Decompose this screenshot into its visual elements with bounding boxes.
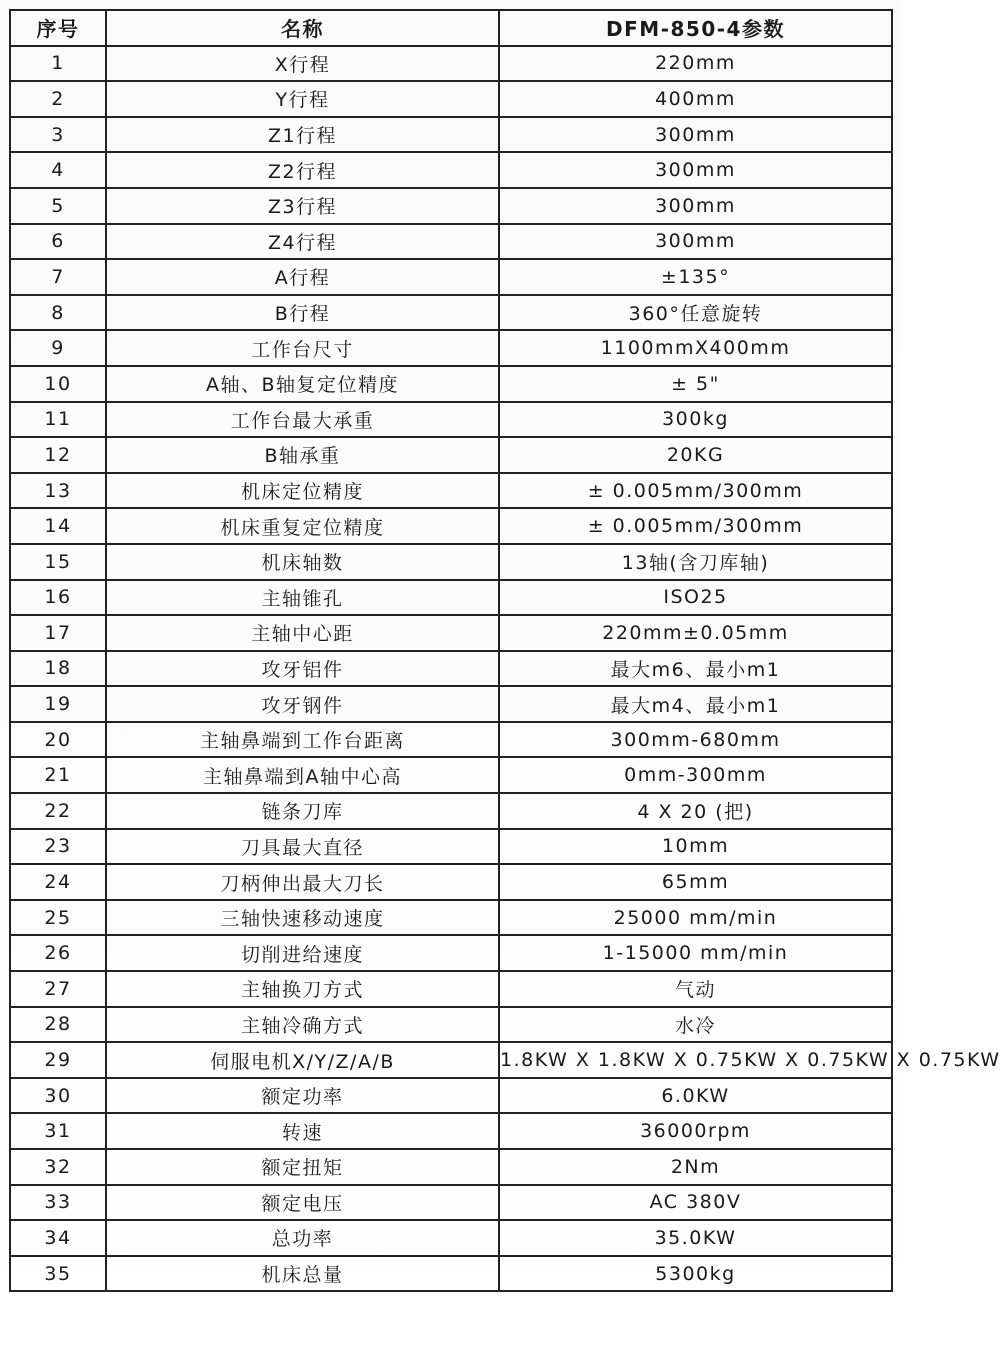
header-index: 序号 [10,10,106,46]
row-index: 29 [10,1042,106,1078]
table-row [10,1185,892,1221]
table-row [10,366,892,402]
row-name: 切削进给速度 [106,935,499,971]
row-index: 9 [10,330,106,366]
row-name: Z4行程 [106,224,499,260]
table-row [10,864,892,900]
row-name: B轴承重 [106,437,499,473]
row-index: 23 [10,829,106,865]
row-value: ± 0.005mm/300mm [499,473,892,509]
row-name: Y行程 [106,81,499,117]
row-index: 17 [10,615,106,651]
row-index: 28 [10,1007,106,1043]
table-row [10,437,892,473]
spec-table-body [10,46,1001,1292]
row-name: 三轴快速移动速度 [106,900,499,936]
table-row [10,117,892,153]
row-value: ISO25 [499,580,892,616]
row-value: 300mm [499,152,892,188]
row-index: 10 [10,366,106,402]
row-name: 工作台最大承重 [106,402,499,438]
row-value: 360°任意旋转 [499,295,892,331]
row-value: 65mm [499,864,892,900]
table-row [10,295,892,331]
table-row [10,81,892,117]
row-index: 34 [10,1220,106,1256]
row-value: 4 X 20 (把) [499,793,892,829]
row-name: Z1行程 [106,117,499,153]
row-name: 额定扭矩 [106,1149,499,1185]
row-index: 15 [10,544,106,580]
row-value: 20KG [499,437,892,473]
row-value: AC 380V [499,1185,892,1221]
row-name: 链条刀库 [106,793,499,829]
row-name: 总功率 [106,1220,499,1256]
row-index: 31 [10,1113,106,1149]
row-index: 35 [10,1256,106,1292]
table-row [10,1007,892,1043]
table-row [10,580,892,616]
row-name: 额定电压 [106,1185,499,1221]
row-value: 10mm [499,829,892,865]
row-index: 7 [10,259,106,295]
table-row [10,686,892,722]
row-value: ± 0.005mm/300mm [499,508,892,544]
row-index: 3 [10,117,106,153]
row-value: 36000rpm [499,1113,892,1149]
row-index: 32 [10,1149,106,1185]
row-index: 6 [10,224,106,260]
row-value: 220mm [499,46,892,82]
row-name: B行程 [106,295,499,331]
row-name: 攻牙钢件 [106,686,499,722]
row-index: 2 [10,81,106,117]
row-index: 19 [10,686,106,722]
table-row [10,188,892,224]
table-row [10,793,892,829]
table-row [10,473,892,509]
row-value: 气动 [499,971,892,1007]
table-row [10,615,892,651]
table-row [10,1042,892,1078]
row-name: 主轴锥孔 [106,580,499,616]
table-row [10,1113,892,1149]
table-row [10,935,892,971]
row-name: Z3行程 [106,188,499,224]
row-value: 最大m6、最小m1 [499,651,892,687]
table-row [10,544,892,580]
row-name: 机床重复定位精度 [106,508,499,544]
row-index: 18 [10,651,106,687]
row-index: 13 [10,473,106,509]
row-value: 220mm±0.05mm [499,615,892,651]
row-value: 最大m4、最小m1 [499,686,892,722]
row-value: 25000 mm/min [499,900,892,936]
table-row [10,330,892,366]
header-name: 名称 [106,10,499,46]
table-row [10,1256,892,1292]
row-name: Z2行程 [106,152,499,188]
row-value: 5300kg [499,1256,892,1292]
row-name: 机床定位精度 [106,473,499,509]
row-index: 1 [10,46,106,82]
table-row [10,402,892,438]
row-name: 主轴鼻端到A轴中心高 [106,757,499,793]
row-value: 300mm [499,224,892,260]
row-index: 30 [10,1078,106,1114]
header-row [10,10,892,46]
table-row [10,971,892,1007]
row-value: 13轴(含刀库轴) [499,544,892,580]
row-value: 35.0KW [499,1220,892,1256]
table-row [10,829,892,865]
table-row [10,1078,892,1114]
row-index: 14 [10,508,106,544]
row-index: 22 [10,793,106,829]
row-name: 攻牙铝件 [106,651,499,687]
row-index: 27 [10,971,106,1007]
row-index: 20 [10,722,106,758]
row-name: 刀柄伸出最大刀长 [106,864,499,900]
row-index: 21 [10,757,106,793]
row-index: 16 [10,580,106,616]
row-value: 300mm [499,188,892,224]
table-row [10,722,892,758]
table-row [10,900,892,936]
row-index: 4 [10,152,106,188]
row-name: 主轴冷确方式 [106,1007,499,1043]
row-name: A行程 [106,259,499,295]
row-index: 25 [10,900,106,936]
row-value: 1-15000 mm/min [499,935,892,971]
row-index: 8 [10,295,106,331]
table-row [10,152,892,188]
row-value: 1100mmX400mm [499,330,892,366]
row-name: 机床总量 [106,1256,499,1292]
row-name: 机床轴数 [106,544,499,580]
header-value: DFM-850-4参数 [499,10,892,46]
row-value: ±135° [499,259,892,295]
row-name: 主轴鼻端到工作台距离 [106,722,499,758]
row-value: 6.0KW [499,1078,892,1114]
row-value: ± 5" [499,366,892,402]
row-name: 额定功率 [106,1078,499,1114]
spec-table [9,9,1001,1292]
table-row [10,46,892,82]
table-row [10,1220,892,1256]
row-index: 26 [10,935,106,971]
row-name: A轴、B轴复定位精度 [106,366,499,402]
row-name: 刀具最大直径 [106,829,499,865]
row-value: 2Nm [499,1149,892,1185]
row-name: 伺服电机X/Y/Z/A/B [106,1042,499,1078]
table-row [10,1149,892,1185]
row-value: 水冷 [499,1007,892,1043]
table-row [10,651,892,687]
table-row [10,757,892,793]
table-row [10,224,892,260]
row-value: 1.8KW X 1.8KW X 0.75KW X 0.75KW X 0.75KW [499,1042,892,1078]
row-value: 300kg [499,402,892,438]
row-index: 5 [10,188,106,224]
row-name: 主轴中心距 [106,615,499,651]
spec-table-header [10,10,892,46]
row-name: 转速 [106,1113,499,1149]
row-name: 工作台尺寸 [106,330,499,366]
row-index: 24 [10,864,106,900]
row-value: 0mm-300mm [499,757,892,793]
row-name: 主轴换刀方式 [106,971,499,1007]
row-name: X行程 [106,46,499,82]
table-row [10,508,892,544]
row-value: 400mm [499,81,892,117]
row-index: 33 [10,1185,106,1221]
row-value: 300mm [499,117,892,153]
row-index: 11 [10,402,106,438]
table-row [10,259,892,295]
row-index: 12 [10,437,106,473]
row-value: 300mm-680mm [499,722,892,758]
